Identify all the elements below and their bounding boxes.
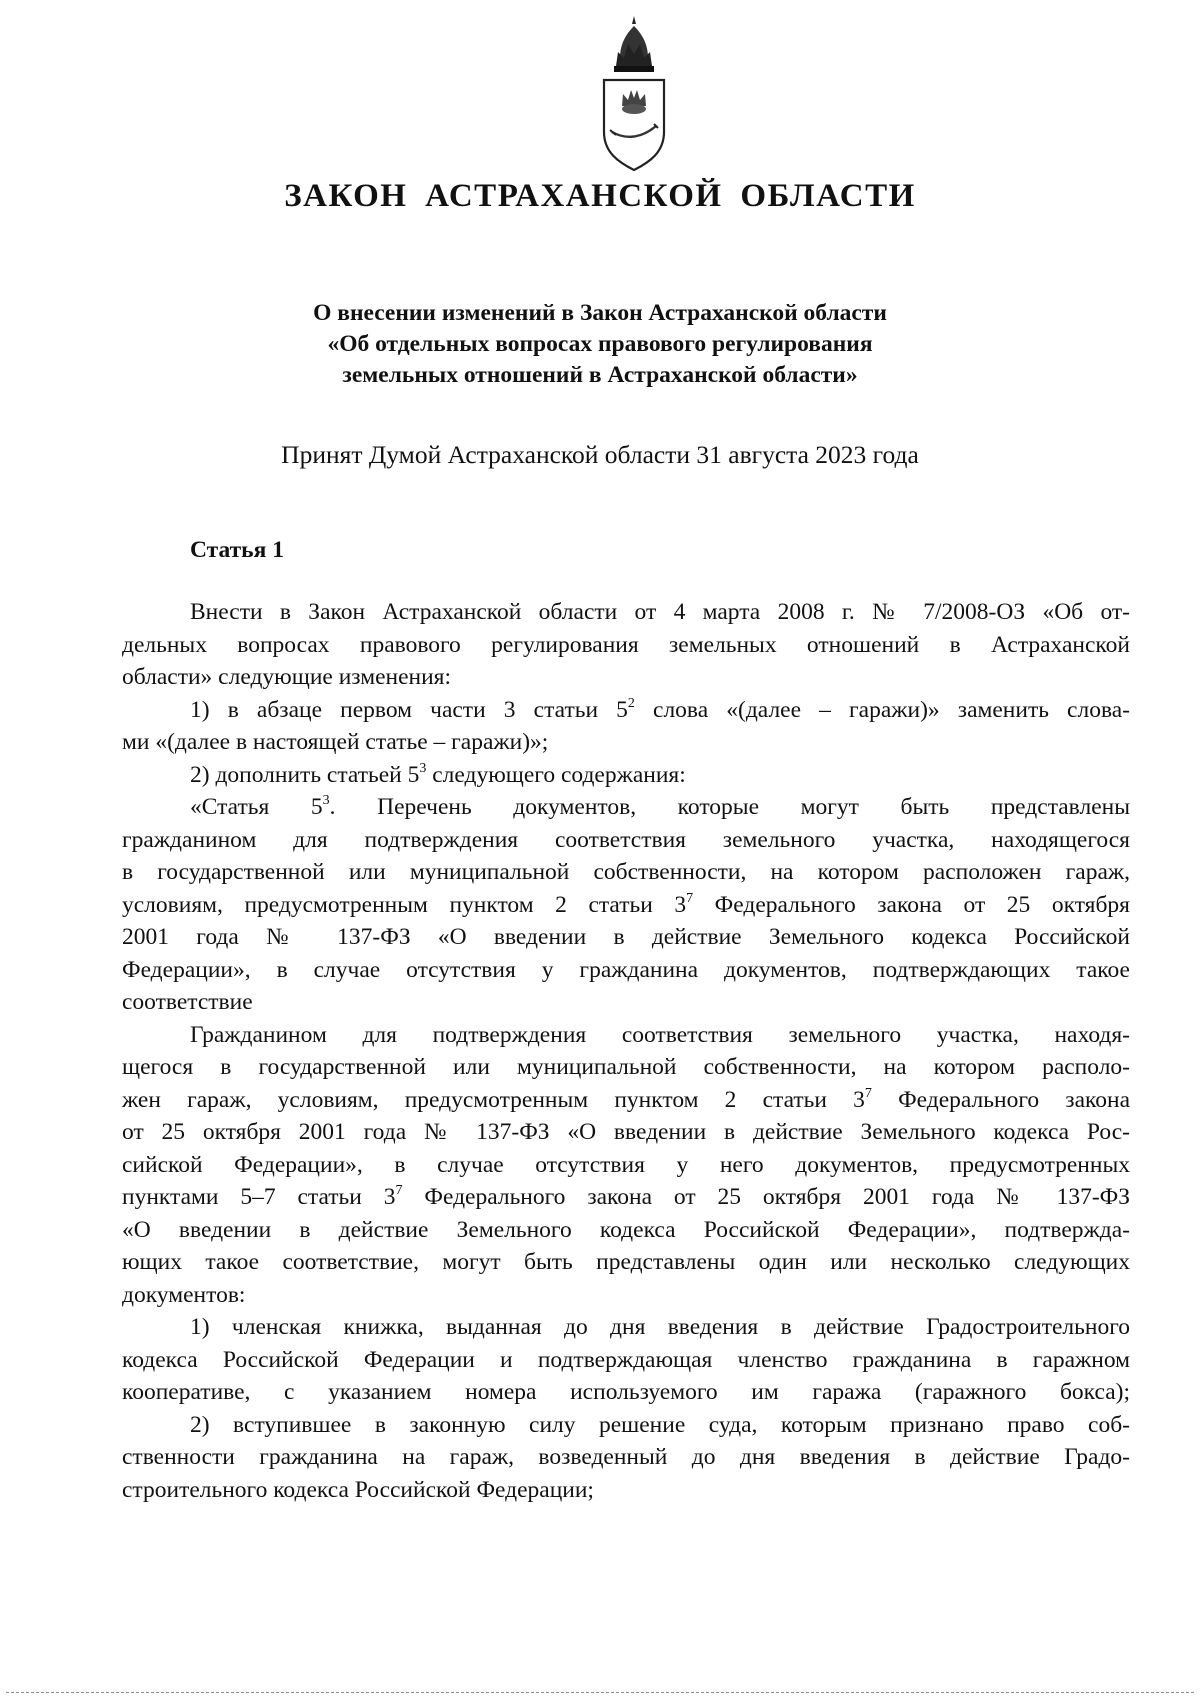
text-line: Федерации», в случае отсутствия у гражданина документов, подтверждающих такое [122, 956, 1130, 983]
text-line: условиям, предусмотренным пунктом 2 статьи $3^7$ Федерального закона от 25 октября [122, 890, 1130, 918]
text-line: 2) дополнить статьей $5^3$ следующего содержания: [190, 760, 686, 788]
article-heading: Статья 1 [190, 537, 284, 563]
text-line: кодекса Российской Федерации и подтверждающая членство гражданина в гаражном [122, 1346, 1130, 1373]
coat-of-arms-icon [596, 14, 672, 174]
text-line: гражданином для подтверждения соответствия земельного участка, находящегося [122, 826, 1130, 853]
text-line: документов: [122, 1281, 246, 1308]
text-line: жен гараж, условиям, предусмотренным пунктом 2 статьи $3^7$ Федерального закона [122, 1085, 1130, 1113]
subtitle-line-3: земельных отношений в Астраханской области» [342, 362, 858, 388]
text-line: кооперативе, с указанием номера используемого им гаража (гаражного бокса); [122, 1379, 1130, 1405]
text-line: строительного кодекса Российской Федерации; [122, 1476, 594, 1503]
text-line: «Статья $5^3$. Перечень документов, которые могут быть представлены [190, 793, 1130, 820]
text-line: пунктами 5–7 статьи $3^7$ Федерального закона от 25 октября 2001 года № 137-ФЗ [122, 1183, 1130, 1210]
text-line: сийской Федерации», в случае отсутствия у него документов, предусмотренных [122, 1151, 1130, 1178]
text-line: щегося в государственной или муниципальной собственности, на котором располо- [122, 1054, 1130, 1080]
adoption-statement: Принят Думой Астраханской области 31 августа 2023 года [281, 440, 919, 469]
subtitle-line-2: «Об отдельных вопросах правового регулирования [327, 331, 873, 357]
text-line: 2001 года № 137-ФЗ «О введении в действие Земельного кодекса Российской [122, 924, 1130, 950]
text-line: ми «(далее в настоящей статье – гаражи)»; [122, 729, 549, 755]
text-line: в государственной или муниципальной собственности, на котором расположен гараж, [122, 859, 1130, 885]
text-line: от 25 октября 2001 года № 137-ФЗ «О введении в действие Земельного кодекса Рос- [122, 1119, 1130, 1145]
text-line: дельных вопросах правового регулирования земельных отношений в Астраханской [122, 631, 1130, 658]
document-title: ЗАКОН АСТРАХАНСКОЙ ОБЛАСТИ [284, 178, 916, 214]
text-line: Внести в Закон Астраханской области от 4 марта 2008 г. № 7/2008-ОЗ «Об от- [190, 599, 1130, 625]
text-line: ственности гражданина на гараж, возведенный до дня введения в действие Градо- [122, 1444, 1130, 1470]
article-body [122, 596, 1130, 1506]
text-line: 2) вступившее в законную силу решение суда, которым признано право соб- [190, 1411, 1130, 1438]
text-line: ющих такое соответствие, могут быть представлены один или несколько следующих [122, 1249, 1130, 1275]
text-line: «О введении в действие Земельного кодекса Российской Федерации», подтвержда- [122, 1216, 1130, 1243]
page-bottom-divider [6, 1692, 1194, 1693]
text-line: 1) членская книжка, выданная до дня введения в действие Градостроительного [190, 1314, 1130, 1340]
text-line: 1) в абзаце первом части 3 статьи $5^2$ слова «(далее – гаражи)» заменить слова- [190, 695, 1130, 723]
subtitle-line-1: О внесении изменений в Закон Астраханской области [313, 300, 887, 326]
text-line: соответствие [122, 989, 253, 1015]
text-line: Гражданином для подтверждения соответствия земельного участка, находя- [190, 1021, 1130, 1048]
document-subtitle [0, 298, 1200, 391]
text-line: области» следующие изменения: [122, 664, 452, 690]
